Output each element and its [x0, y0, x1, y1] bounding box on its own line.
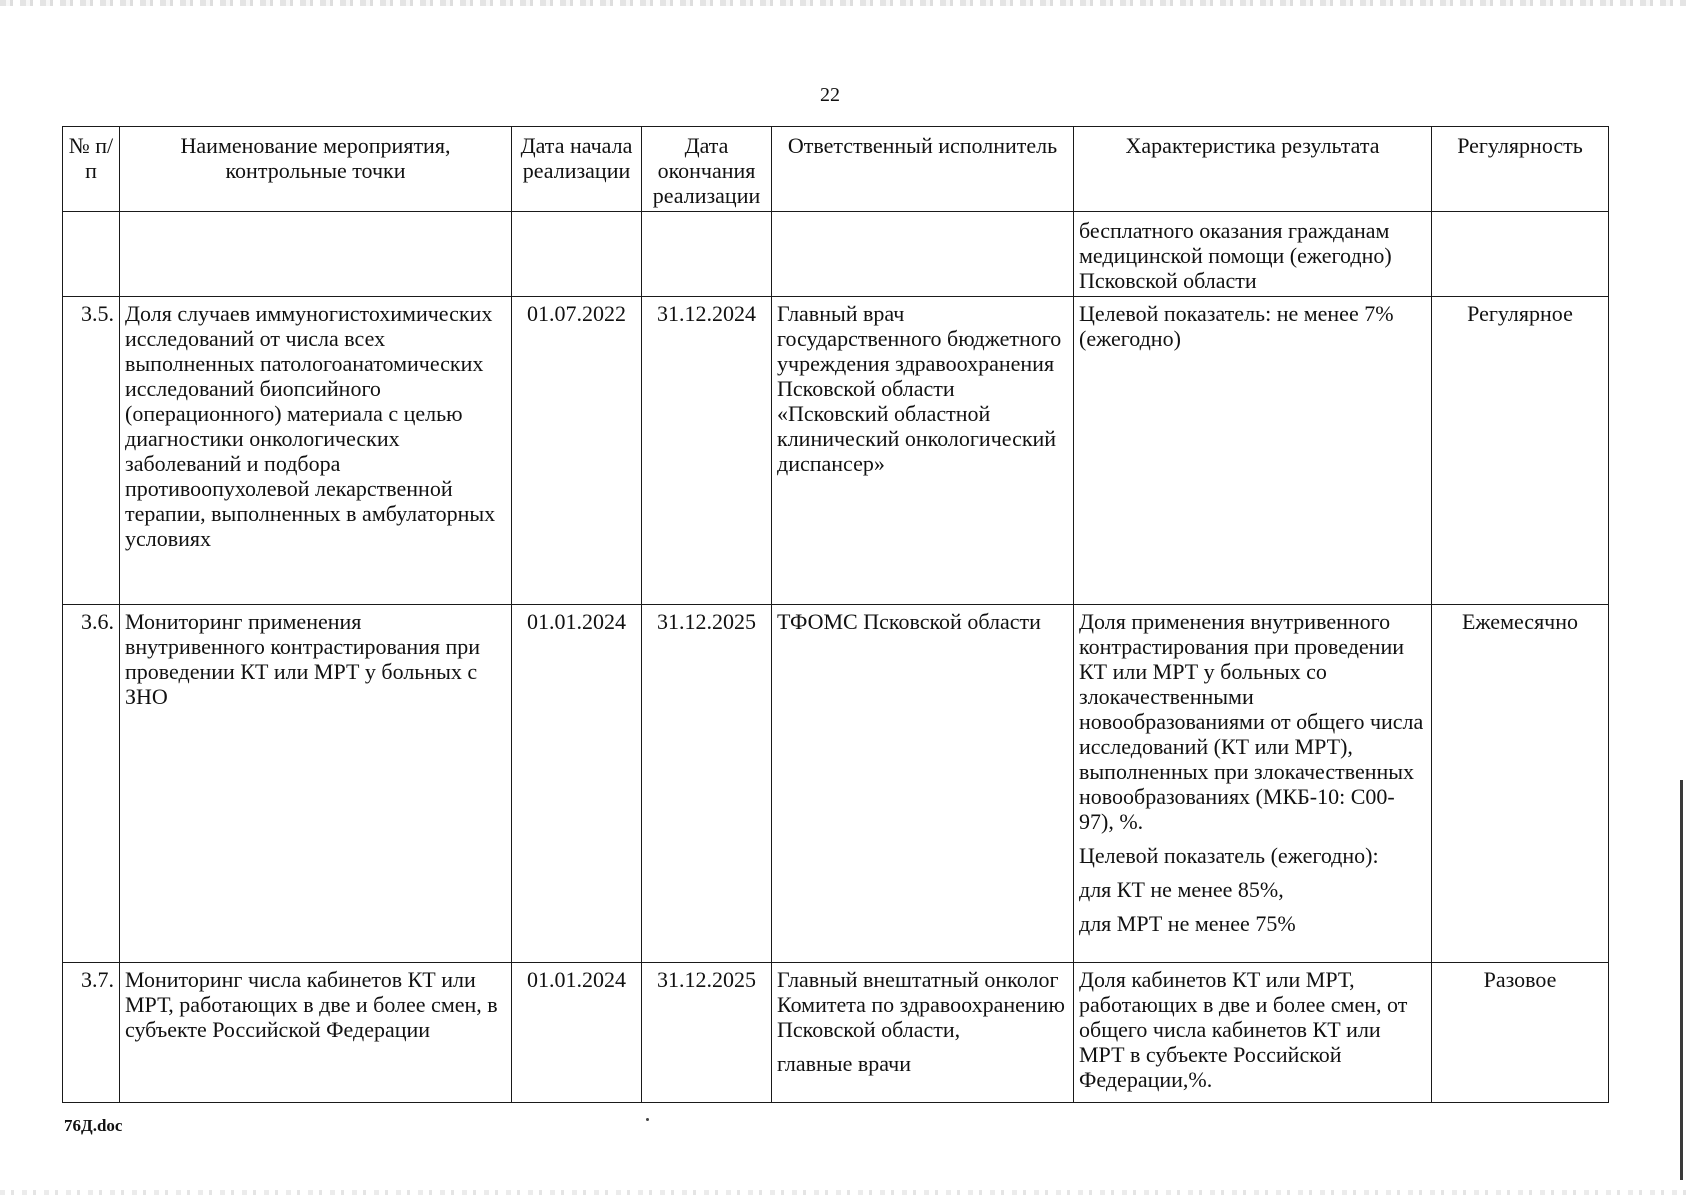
header-start-date: Дата начала реализации: [512, 127, 642, 212]
table-row: [63, 297, 1609, 605]
row-result: [1074, 212, 1432, 297]
row-result: [1074, 963, 1432, 1103]
row-num: 3.6.: [63, 605, 120, 963]
row-executor: ТФОМС Псковской области: [772, 605, 1074, 963]
row-end-date: 31.12.2025: [642, 605, 772, 963]
table-row: [63, 212, 1609, 297]
header-executor: Ответственный исполнитель: [772, 127, 1074, 212]
result-paragraph: бесплатного оказания гражданам медицинской помощи (ежегодно) Псковской области: [1079, 218, 1392, 293]
row-name: Мониторинг числа кабинетов КТ или МРТ, работающих в две и более смен, в субъекте Российской Федерации: [120, 963, 512, 1103]
row-end-date: [642, 212, 772, 297]
table-header-row: [63, 127, 1609, 212]
result-paragraph: Доля применения внутривенного контрастирования при проведении КТ или МРТ у больных со злокачественными новообразованиями от общего числа исследований (КТ или МРТ), выполненных при злокачественных новообразованиях (МКБ-10: С00-97), %.: [1079, 609, 1424, 834]
page-number: 22: [820, 84, 840, 106]
row-executor: [772, 212, 1074, 297]
header-end-date: Дата окончания реализации: [642, 127, 772, 212]
row-start-date: 01.01.2024: [512, 963, 642, 1103]
row-executor: [772, 963, 1074, 1103]
row-num: [63, 212, 120, 297]
row-end-date: 31.12.2024: [642, 297, 772, 605]
executor-extra: главные врачи: [777, 1051, 911, 1076]
result-paragraph: Целевой показатель: не менее 7% (ежегодно): [1079, 301, 1394, 351]
result-target: Целевой показатель (ежегодно):: [1079, 843, 1379, 868]
footer-filename: 76Д.doc: [64, 1116, 123, 1135]
row-start-date: 01.07.2022: [512, 297, 642, 605]
row-start-date: 01.01.2024: [512, 605, 642, 963]
row-executor: Главный врач государственного бюджетного учреждения здравоохранения Псковской области «Псковский областной клинический онкологический диспансер»: [772, 297, 1074, 605]
row-num: 3.7.: [63, 963, 120, 1103]
row-name: Доля случаев иммуногистохимических исследований от числа всех выполненных патологоанатомических исследований биопсийного (операционного) материала с целью диагностики онкологических заболеваний и подбора противоопухолевой лекарственной терапии, выполненных в амбулаторных условиях: [120, 297, 512, 605]
executor-text: Главный внештатный онколог Комитета по здравоохранению Псковской области,: [777, 967, 1065, 1042]
header-name: Наименование мероприятия, контрольные точки: [120, 127, 512, 212]
header-regularity: Регулярность: [1432, 127, 1609, 212]
row-num: 3.5.: [63, 297, 120, 605]
header-result: Характеристика результата: [1074, 127, 1432, 212]
table-row: [63, 605, 1609, 963]
row-regularity: Регулярное: [1432, 297, 1609, 605]
row-regularity: Разовое: [1432, 963, 1609, 1103]
result-target-ct: для КТ не менее 85%,: [1079, 877, 1284, 902]
footer-dot: [646, 1118, 649, 1121]
scan-edge-right: [1680, 780, 1683, 1180]
row-name: Мониторинг применения внутривенного контрастирования при проведении КТ или МРТ у больных с ЗНО: [120, 605, 512, 963]
row-regularity: [1432, 212, 1609, 297]
row-result: [1074, 297, 1432, 605]
scan-edge-top: [0, 0, 1686, 6]
header-num: № п/п: [63, 127, 120, 212]
measures-table: [62, 126, 1609, 1103]
row-start-date: [512, 212, 642, 297]
row-end-date: 31.12.2025: [642, 963, 772, 1103]
table-row: [63, 963, 1609, 1103]
row-name: [120, 212, 512, 297]
row-result: [1074, 605, 1432, 963]
scan-edge-bottom: [0, 1190, 1686, 1195]
result-target-mri: для МРТ не менее 75%: [1079, 911, 1296, 936]
row-regularity: Ежемесячно: [1432, 605, 1609, 963]
result-paragraph: Доля кабинетов КТ или МРТ, работающих в две и более смен, от общего числа кабинетов КТ или МРТ в субъекте Российской Федерации,%.: [1079, 967, 1408, 1092]
